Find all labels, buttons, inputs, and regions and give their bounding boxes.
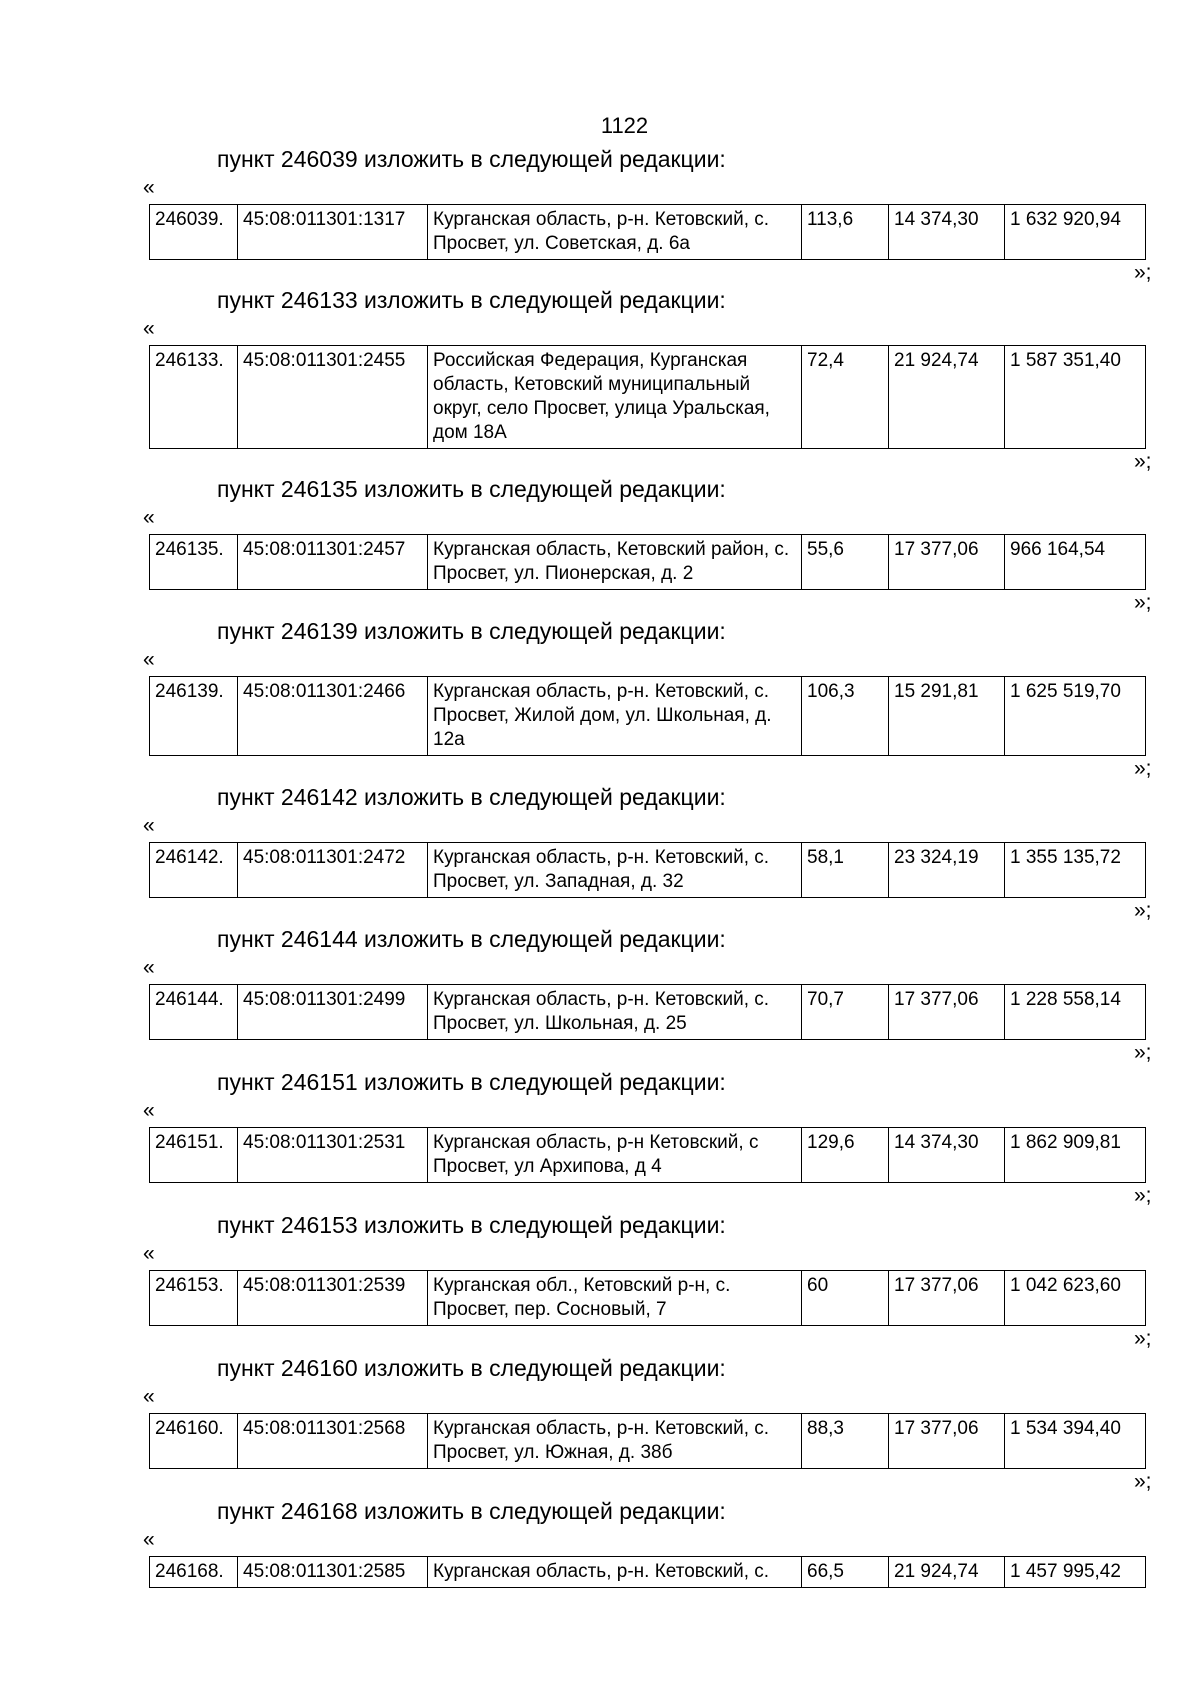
address: Курганская область, р-н. Кетовский, с. Просвет, Жилой дом, ул. Школьная, д. 12а bbox=[428, 677, 802, 756]
table-row bbox=[150, 346, 1146, 449]
unit-rate: 15 291,81 bbox=[889, 677, 1005, 756]
open-quote: « bbox=[143, 814, 155, 837]
close-quote: »; bbox=[1134, 591, 1152, 614]
entry-table bbox=[149, 345, 1146, 449]
open-quote: « bbox=[143, 317, 155, 340]
amendment-heading: пункт 246151 изложить в следующей редакции: bbox=[217, 1069, 726, 1095]
unit-rate: 21 924,74 bbox=[889, 1557, 1005, 1588]
address: Курганская область, р-н. Кетовский, с. Просвет, ул. Западная, д. 32 bbox=[428, 843, 802, 898]
close-quote: »; bbox=[1134, 1470, 1152, 1493]
entry-table bbox=[149, 842, 1146, 898]
area: 72,4 bbox=[802, 346, 889, 449]
table-row bbox=[150, 1414, 1146, 1469]
amendment-heading: пункт 246168 изложить в следующей редакции: bbox=[217, 1498, 726, 1524]
area: 113,6 bbox=[802, 205, 889, 260]
entry-number: 246168. bbox=[150, 1557, 238, 1588]
cadastral-value: 1 587 351,40 bbox=[1005, 346, 1146, 449]
entry-table bbox=[149, 676, 1146, 756]
unit-rate: 14 374,30 bbox=[889, 205, 1005, 260]
table-row bbox=[150, 205, 1146, 260]
amendment-heading: пункт 246039 изложить в следующей редакции: bbox=[217, 146, 726, 172]
table-row bbox=[150, 1557, 1146, 1588]
entry-table bbox=[149, 534, 1146, 590]
open-quote: « bbox=[143, 1528, 155, 1551]
address: Курганская обл., Кетовский р-н, с. Просвет, пер. Сосновый, 7 bbox=[428, 1271, 802, 1326]
close-quote: »; bbox=[1134, 1041, 1152, 1064]
area: 70,7 bbox=[802, 985, 889, 1040]
unit-rate: 14 374,30 bbox=[889, 1128, 1005, 1183]
amendment-heading: пункт 246142 изложить в следующей редакции: bbox=[217, 784, 726, 810]
close-quote: »; bbox=[1134, 899, 1152, 922]
entry-number: 246151. bbox=[150, 1128, 238, 1183]
entry-table bbox=[149, 1270, 1146, 1326]
open-quote: « bbox=[143, 956, 155, 979]
entry-number: 246142. bbox=[150, 843, 238, 898]
amendment-heading: пункт 246139 изложить в следующей редакции: bbox=[217, 618, 726, 644]
cadastral-value: 1 042 623,60 bbox=[1005, 1271, 1146, 1326]
cadastral-value: 1 632 920,94 bbox=[1005, 205, 1146, 260]
cadastral-number: 45:08:011301:2585 bbox=[238, 1557, 428, 1588]
unit-rate: 23 324,19 bbox=[889, 843, 1005, 898]
cadastral-number: 45:08:011301:2455 bbox=[238, 346, 428, 449]
address: Российская Федерация, Курганская область, Кетовский муниципальный округ, село Просвет, улица Уральская, дом 18А bbox=[428, 346, 802, 449]
entry-table bbox=[149, 984, 1146, 1040]
entry-number: 246039. bbox=[150, 205, 238, 260]
table-row bbox=[150, 1271, 1146, 1326]
close-quote: »; bbox=[1134, 450, 1152, 473]
table-row bbox=[150, 677, 1146, 756]
cadastral-number: 45:08:011301:2531 bbox=[238, 1128, 428, 1183]
open-quote: « bbox=[143, 176, 155, 199]
entry-table bbox=[149, 1413, 1146, 1469]
cadastral-number: 45:08:011301:1317 bbox=[238, 205, 428, 260]
unit-rate: 17 377,06 bbox=[889, 1414, 1005, 1469]
close-quote: »; bbox=[1134, 1184, 1152, 1207]
address: Курганская область, р-н Кетовский, с Просвет, ул Архипова, д 4 bbox=[428, 1128, 802, 1183]
table-row bbox=[150, 985, 1146, 1040]
table-row bbox=[150, 535, 1146, 590]
area: 55,6 bbox=[802, 535, 889, 590]
entry-table bbox=[149, 204, 1146, 260]
close-quote: »; bbox=[1134, 261, 1152, 284]
unit-rate: 21 924,74 bbox=[889, 346, 1005, 449]
cadastral-number: 45:08:011301:2472 bbox=[238, 843, 428, 898]
address: Курганская область, р-н. Кетовский, с. Просвет, ул. Южная, д. 38б bbox=[428, 1414, 802, 1469]
cadastral-number: 45:08:011301:2466 bbox=[238, 677, 428, 756]
entry-number: 246133. bbox=[150, 346, 238, 449]
close-quote: »; bbox=[1134, 757, 1152, 780]
cadastral-value: 1 228 558,14 bbox=[1005, 985, 1146, 1040]
area: 58,1 bbox=[802, 843, 889, 898]
cadastral-number: 45:08:011301:2539 bbox=[238, 1271, 428, 1326]
entry-number: 246144. bbox=[150, 985, 238, 1040]
table-row bbox=[150, 1128, 1146, 1183]
open-quote: « bbox=[143, 648, 155, 671]
page-number: 1122 bbox=[600, 113, 649, 138]
area: 129,6 bbox=[802, 1128, 889, 1183]
entry-number: 246135. bbox=[150, 535, 238, 590]
amendment-heading: пункт 246135 изложить в следующей редакции: bbox=[217, 476, 726, 502]
unit-rate: 17 377,06 bbox=[889, 1271, 1005, 1326]
open-quote: « bbox=[143, 1099, 155, 1122]
amendment-heading: пункт 246133 изложить в следующей редакции: bbox=[217, 287, 726, 313]
area: 66,5 bbox=[802, 1557, 889, 1588]
address: Курганская область, р-н. Кетовский, с. bbox=[428, 1557, 802, 1588]
unit-rate: 17 377,06 bbox=[889, 985, 1005, 1040]
entry-table bbox=[149, 1556, 1146, 1588]
cadastral-value: 1 534 394,40 bbox=[1005, 1414, 1146, 1469]
entry-number: 246139. bbox=[150, 677, 238, 756]
amendment-heading: пункт 246160 изложить в следующей редакции: bbox=[217, 1355, 726, 1381]
cadastral-number: 45:08:011301:2499 bbox=[238, 985, 428, 1040]
cadastral-value: 1 625 519,70 bbox=[1005, 677, 1146, 756]
entry-number: 246153. bbox=[150, 1271, 238, 1326]
area: 60 bbox=[802, 1271, 889, 1326]
cadastral-number: 45:08:011301:2568 bbox=[238, 1414, 428, 1469]
entry-table bbox=[149, 1127, 1146, 1183]
table-row bbox=[150, 843, 1146, 898]
cadastral-value: 1 355 135,72 bbox=[1005, 843, 1146, 898]
amendment-heading: пункт 246144 изложить в следующей редакции: bbox=[217, 926, 726, 952]
open-quote: « bbox=[143, 1385, 155, 1408]
cadastral-value: 1 862 909,81 bbox=[1005, 1128, 1146, 1183]
address: Курганская область, р-н. Кетовский, с. Просвет, ул. Школьная, д. 25 bbox=[428, 985, 802, 1040]
open-quote: « bbox=[143, 1242, 155, 1265]
address: Курганская область, Кетовский район, с. Просвет, ул. Пионерская, д. 2 bbox=[428, 535, 802, 590]
close-quote: »; bbox=[1134, 1327, 1152, 1350]
open-quote: « bbox=[143, 506, 155, 529]
cadastral-value: 966 164,54 bbox=[1005, 535, 1146, 590]
entry-number: 246160. bbox=[150, 1414, 238, 1469]
area: 106,3 bbox=[802, 677, 889, 756]
cadastral-number: 45:08:011301:2457 bbox=[238, 535, 428, 590]
area: 88,3 bbox=[802, 1414, 889, 1469]
cadastral-value: 1 457 995,42 bbox=[1005, 1557, 1146, 1588]
unit-rate: 17 377,06 bbox=[889, 535, 1005, 590]
amendment-heading: пункт 246153 изложить в следующей редакции: bbox=[217, 1212, 726, 1238]
address: Курганская область, р-н. Кетовский, с. Просвет, ул. Советская, д. 6а bbox=[428, 205, 802, 260]
